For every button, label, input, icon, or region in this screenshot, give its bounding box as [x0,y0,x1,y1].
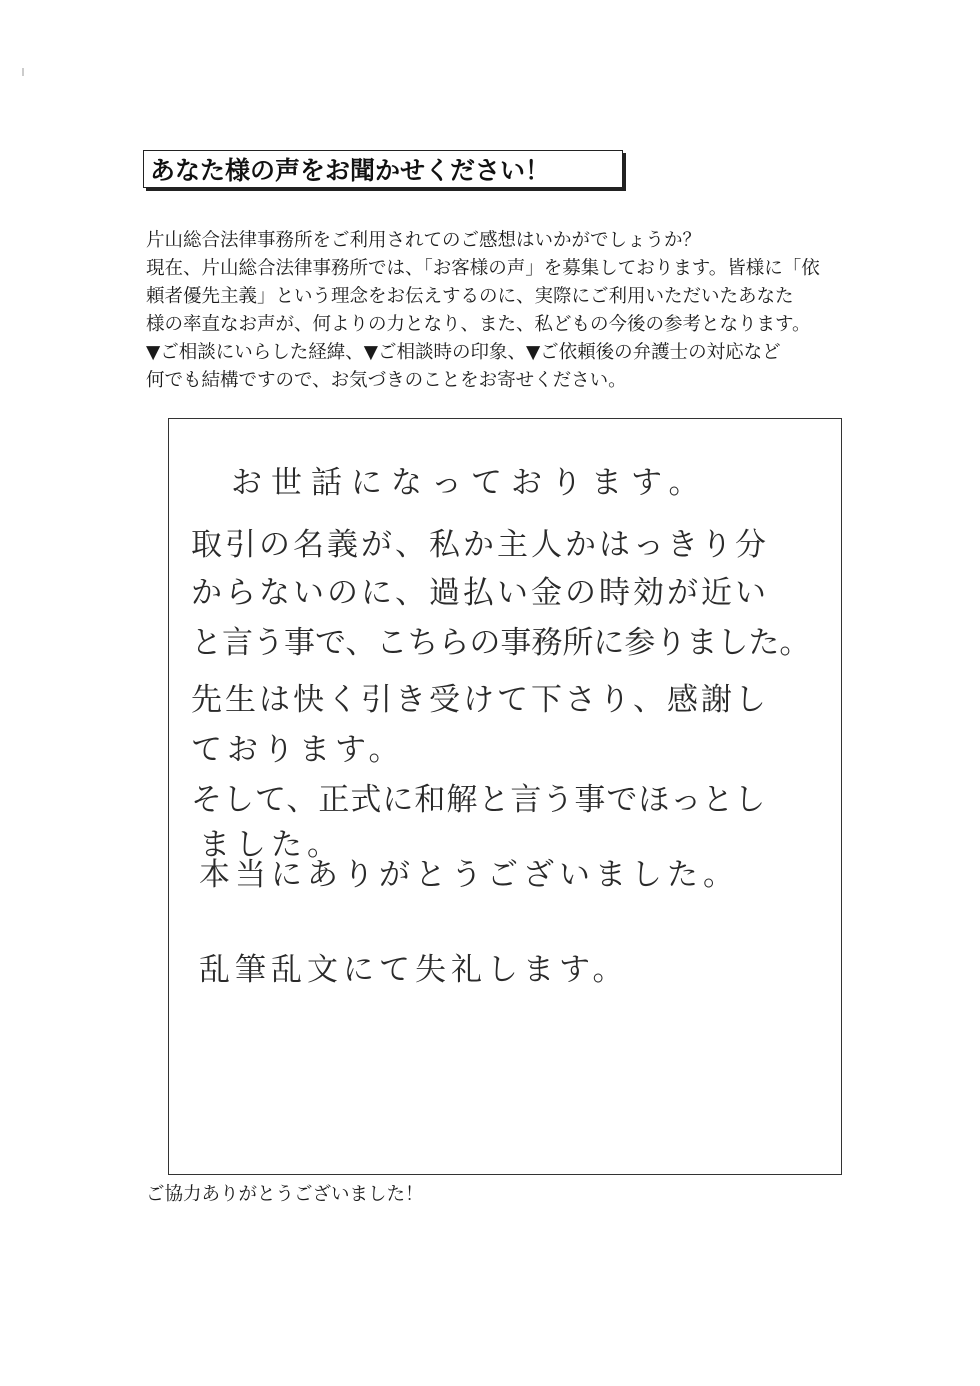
handwritten-line: ました。 [199,827,343,863]
intro-line: 頼者優先主義」という理念をお伝えするのに、実際にご利用いただいたあなた [146,286,794,307]
handwritten-line: お世話になっております。 [231,465,709,501]
handwritten-line: 本当にありがとうございました。 [199,857,739,893]
intro-text [146,227,846,395]
handwritten-line: 乱筆乱文にて失礼します。 [199,952,629,988]
handwritten-line: 取引の名義が、私か主人かはっきり分 [191,527,769,563]
handwritten-line: ております。 [191,732,405,768]
handwritten-line: と言う事で、こちらの事務所に参りました。 [191,625,811,661]
handwritten-answer-box [168,418,842,1175]
footer-thanks: ご協力ありがとうございました！ [146,1184,424,1205]
intro-line: 何でも結構ですので、お気づきのことをお寄せください。 [146,370,627,391]
intro-line: 片山総合法律事務所をご利用されてのご感想はいかがでしょうか？ [146,230,702,251]
intro-line: 現在、片山総合法律事務所では、「お客様の声」を募集しております。皆様に「依 [146,258,820,279]
scan-mark [22,68,24,76]
handwritten-line: そして、正式に和解と言う事でほっとし [191,782,767,818]
title-box [143,150,623,188]
handwritten-line: からないのに、過払い金の時効が近い [191,575,769,611]
page-title: あなた様の声をお聞かせください！ [150,156,551,185]
intro-line: 様の率直なお声が、何よりの力となり、また、私どもの今後の参考となります。 [146,314,811,335]
intro-line: ▼ご相談にいらした経緯、▼ご相談時の印象、▼ご依頼後の弁護士の対応など [146,342,781,363]
handwritten-line: 先生は快く引き受けて下さり、感謝し [191,682,769,718]
